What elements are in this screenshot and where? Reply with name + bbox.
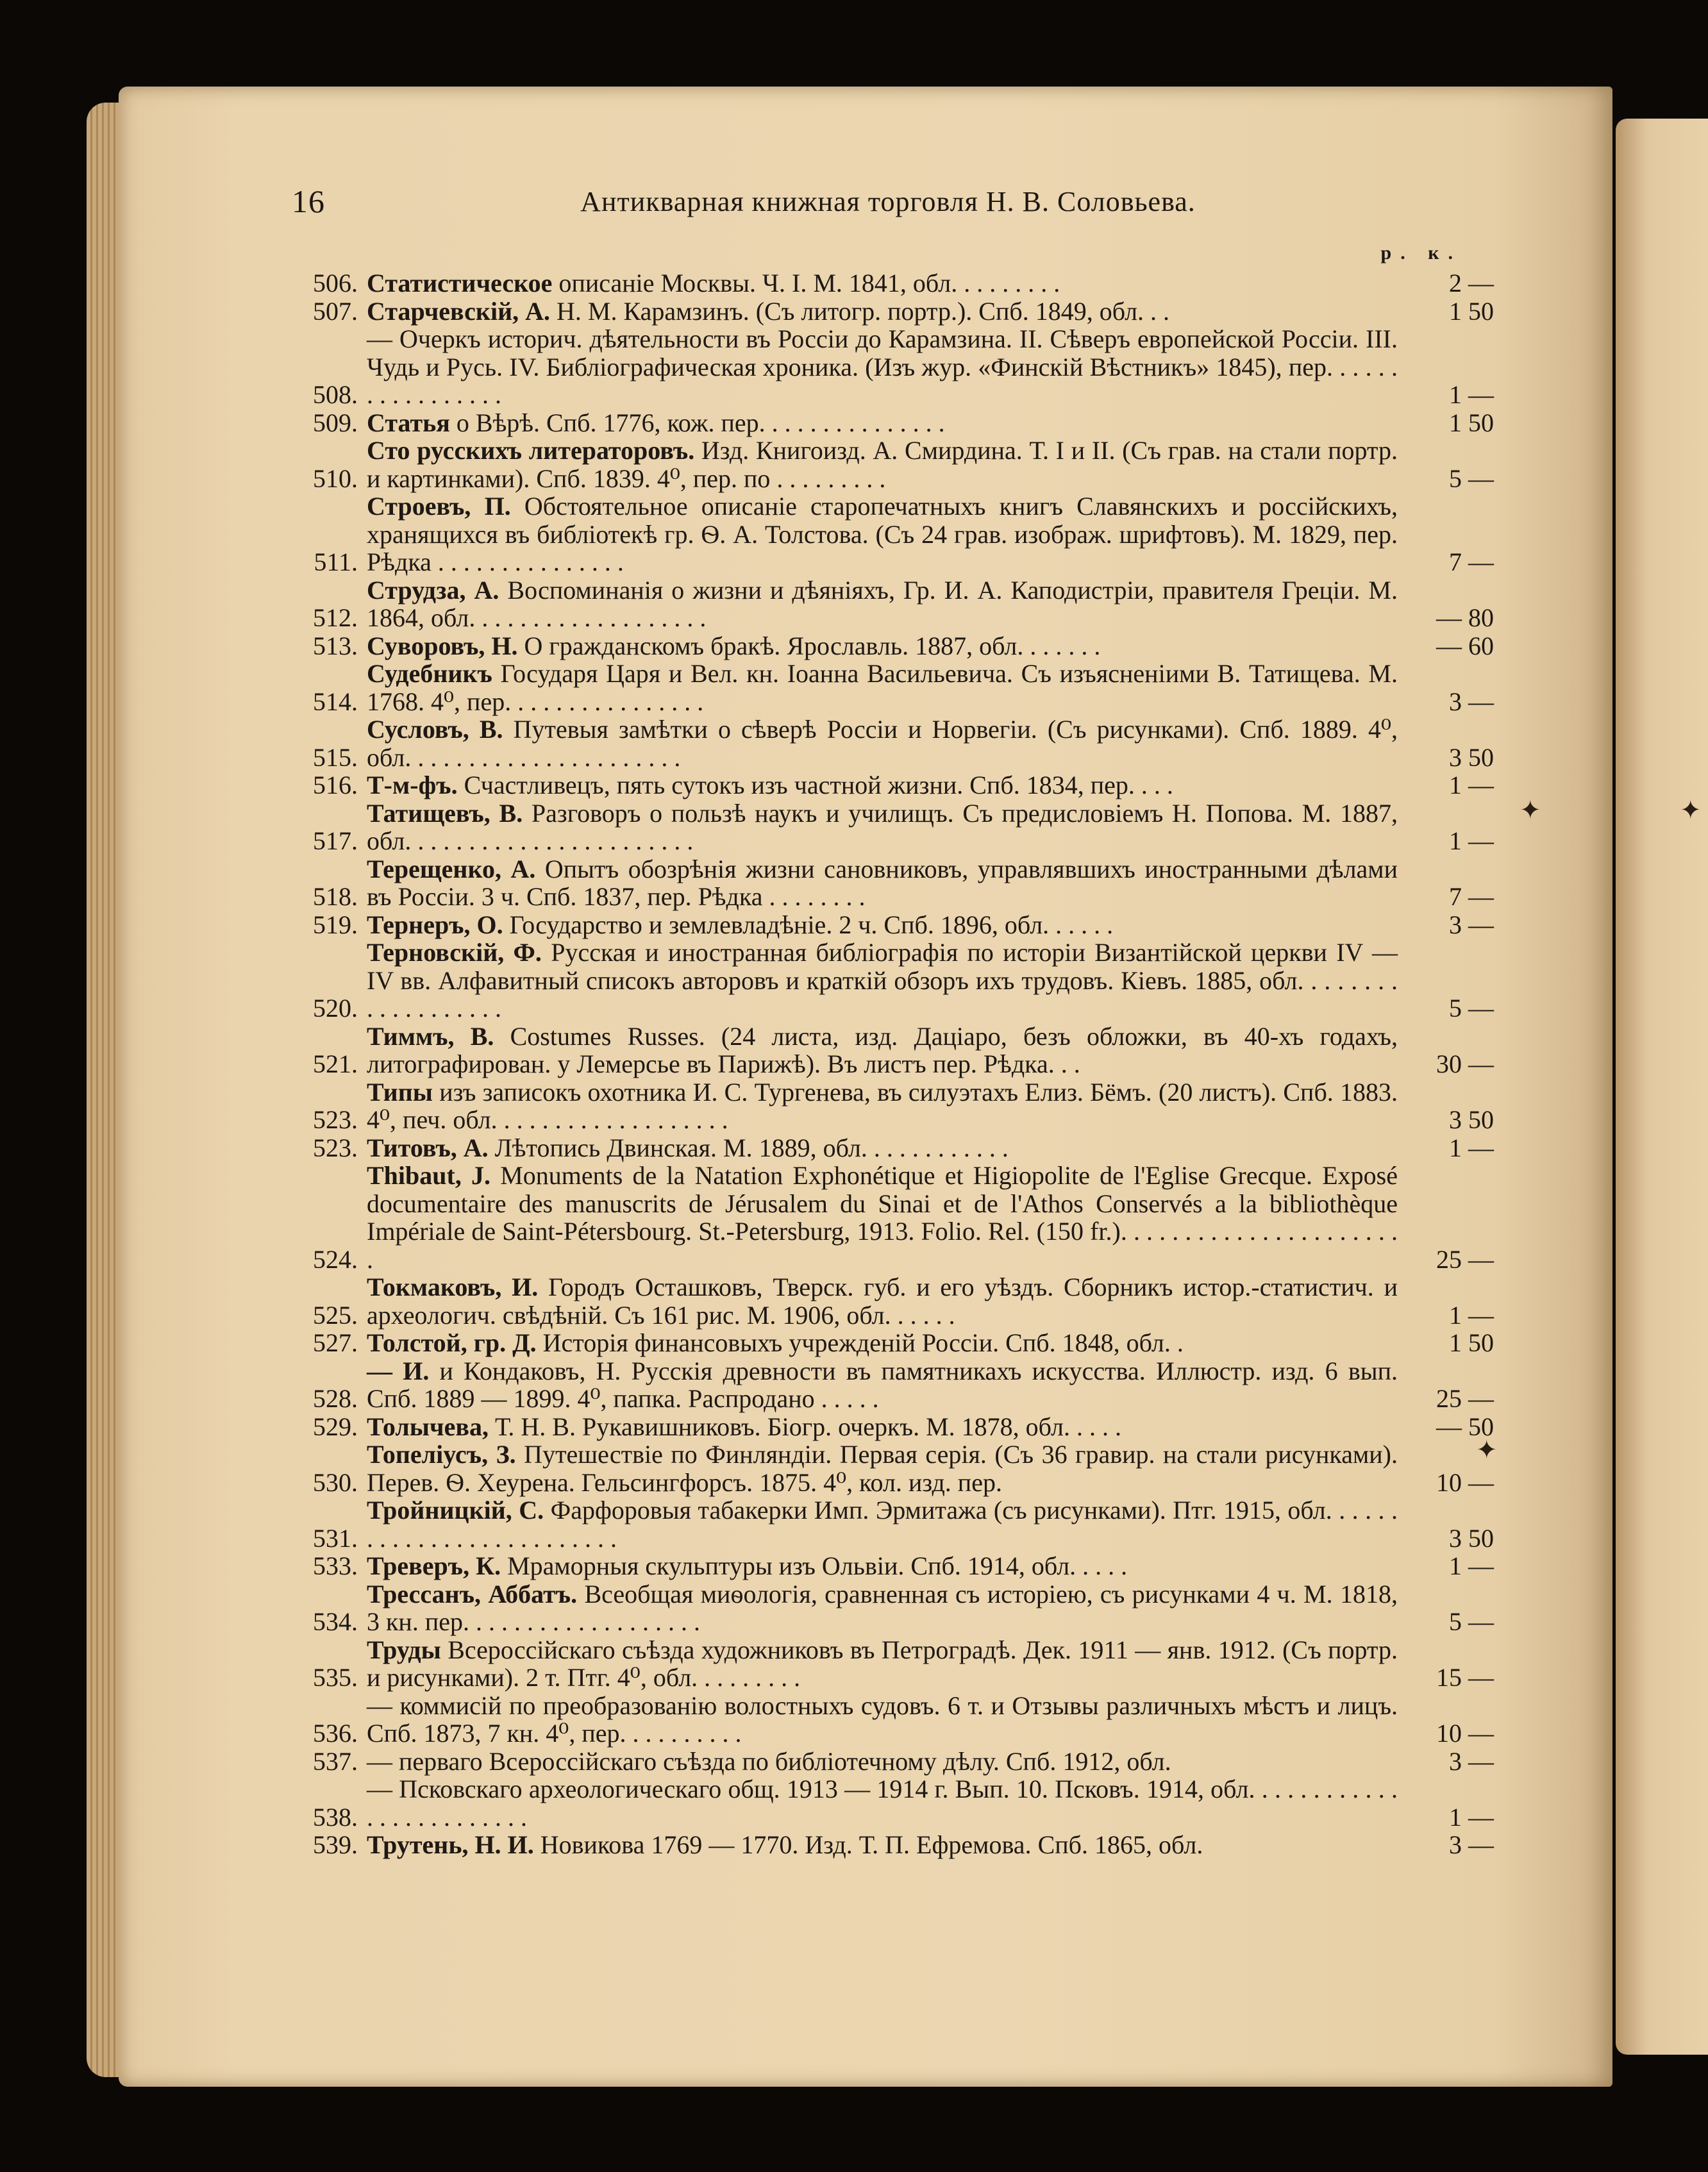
entry-text: — перваго Всероссійскаго съѣзда по библіотечному дѣлу. Спб. 1912, обл. [367, 1746, 1171, 1776]
entry-description [367, 1636, 1398, 1692]
catalog-entry [289, 1552, 1494, 1580]
entry-description [367, 297, 1398, 326]
entry-text: изъ записокъ охотника И. С. Тургенева, въ силуэтахъ Елиз. Бёмъ. (20 листъ). Спб. 1883. 4⁰, печ. обл. . . . . . . . . . . . . . . . . . . [367, 1077, 1398, 1134]
entry-price: — 60 [1436, 631, 1494, 660]
catalog-entry [289, 715, 1494, 771]
entry-number: 530. [313, 1467, 358, 1497]
entry-text: Опытъ обозрѣнія жизни сановниковъ, управлявшихъ иностранными дѣлами въ Россіи. 3 ч. Спб. 1837, пер. Рѣдка . . . . . . . . [367, 854, 1398, 911]
entry-text: Русская и иностранная библіографія по исторіи Византійской церкви IV — IV вв. Алфавитный списокъ авторовъ и краткій обзоръ ихъ трудовъ. Кіевъ. 1885, обл. . . . . . . . . . . . . . . . . . . [367, 938, 1398, 1023]
entry-description [367, 632, 1398, 660]
entry-description [367, 576, 1398, 632]
entry-author: Труды [367, 1635, 441, 1664]
entry-author: Статья [367, 408, 450, 437]
entry-price: 1 — [1449, 1802, 1494, 1832]
entry-number: 514. [313, 687, 358, 716]
entry-number: 529. [313, 1412, 358, 1441]
entry-author: — И. [367, 1356, 430, 1385]
entry-author: Струдза, А. [367, 575, 499, 605]
entry-description [367, 325, 1398, 409]
catalog-entry [289, 297, 1494, 326]
entry-price: 1 50 [1449, 408, 1494, 437]
entry-price: 1 — [1449, 1551, 1494, 1580]
entry-description [367, 1329, 1398, 1357]
catalog-entry [289, 855, 1494, 911]
entry-description [367, 799, 1398, 855]
catalog-entry [289, 576, 1494, 632]
entry-text: о Вѣрѣ. Спб. 1776, кож. пер. . . . . . . . . . . . . . . [449, 408, 945, 437]
entry-text: Н. М. Карамзинъ. (Съ литогр. портр.). Спб. 1849, обл. . . [550, 296, 1170, 326]
catalog-entry [289, 911, 1494, 939]
entry-number: 523. [313, 1105, 358, 1134]
entry-price: 5 — [1449, 1607, 1494, 1636]
entry-number: 518. [313, 882, 358, 911]
entry-text: О гражданскомъ бракѣ. Ярославль. 1887, обл. . . . . . . [517, 631, 1101, 660]
entry-description [367, 1413, 1398, 1441]
entry-author: Титовъ, А. [367, 1133, 489, 1162]
entry-author: Толстой, гр. Д. [367, 1328, 537, 1357]
entry-description [367, 1078, 1398, 1134]
entry-author: Сусловъ, В. [367, 715, 503, 744]
entry-author: Судебникъ [367, 659, 492, 688]
entry-description [367, 939, 1398, 1023]
entry-author: Суворовъ, Н. [367, 631, 518, 660]
entry-price: 3 50 [1449, 1105, 1494, 1134]
entry-author: Типы [367, 1077, 433, 1107]
entry-price: 2 — [1449, 269, 1494, 297]
entry-description [367, 1023, 1398, 1078]
entry-price: 30 — [1436, 1049, 1494, 1078]
entry-price: 3 — [1449, 910, 1494, 939]
ink-mark: ✦ [1680, 796, 1702, 824]
entry-number: 516. [313, 771, 358, 799]
entry-price: 10 — [1436, 1719, 1494, 1748]
entry-number: 517. [313, 826, 358, 855]
entry-text: Обстоятельное описаніе старопечатныхъ книгъ Славянскихъ и россійскихъ, хранящихся въ библіотекѣ гр. Ѳ. А. Толстова. (Съ 24 грав. изображ. шрифтовъ). М. 1829, пер. Рѣдка . . . . . . . . . . . . . . . [367, 492, 1398, 576]
catalog-entry [289, 1775, 1494, 1831]
entry-price: — 80 [1436, 603, 1494, 632]
entry-text: Costumes Russes. (24 листа, изд. Даціаро, безъ обложки, въ 40-хъ годахъ, литографирован. у Лемерсье въ Парижѣ). Въ листъ пер. Рѣдка. . . [367, 1021, 1398, 1078]
entry-description [367, 1441, 1398, 1496]
entry-number: 524. [313, 1244, 358, 1274]
catalog-entry [289, 1636, 1494, 1692]
page-header [292, 183, 1484, 228]
catalog-entry [289, 1831, 1494, 1859]
entry-description [367, 437, 1398, 492]
catalog-entry [289, 1273, 1494, 1329]
catalog-entry [289, 1329, 1494, 1357]
entry-text: Счастливецъ, пять сутокъ изъ частной жизни. Спб. 1834, пер. . . . [457, 771, 1173, 799]
catalog-entry [289, 1023, 1494, 1078]
entry-description [367, 269, 1398, 297]
entry-price: 1 — [1449, 1300, 1494, 1330]
entry-price: 1 50 [1449, 296, 1494, 326]
entry-description [367, 1134, 1398, 1162]
entry-description [367, 855, 1398, 911]
entry-number: 513. [313, 631, 358, 660]
catalog-entries [289, 269, 1494, 1859]
entry-description [367, 911, 1398, 939]
entry-author: Татищевъ, В. [367, 798, 523, 828]
entry-price: 3 — [1449, 1830, 1494, 1859]
entry-number: 535. [313, 1663, 358, 1692]
entry-text: Государство и землевладѣніе. 2 ч. Спб. 1896, обл. . . . . . [503, 910, 1114, 939]
entry-author: Т-м-фъ. [367, 771, 458, 799]
entry-author: Сто русскихъ литераторовъ. [367, 436, 695, 465]
entry-price: 3 50 [1449, 742, 1494, 772]
entry-text: Городъ Осташковъ, Тверск. губ. и его уѣздъ. Сборникъ истор.-статистич. и археологич. свѣдѣній. Съ 161 рис. М. 1906, обл. . . . . . [367, 1273, 1398, 1330]
entry-author: Толычева, [367, 1412, 489, 1441]
entry-number: 508. [313, 380, 358, 409]
catalog-entry [289, 632, 1494, 660]
entry-text: Т. Н. В. Рукавишниковъ. Біогр. очеркъ. М. 1878, обл. . . . . [488, 1412, 1121, 1441]
entry-text: Новикова 1769 — 1770. Изд. Т. П. Ефремова. Спб. 1865, обл. [533, 1830, 1203, 1859]
entry-text: Monuments de la Natation Exphonétique et Higiopolite de l'Eglise Grecque. Exposé documentaire des manuscrits de Jérusalem du Sinai et de l'Athos Conservés a la bibliothèque Impériale de Saint-Pétersbourg. St.-Petersburg, 1913. Folio. Rel. (150 fr.). . . . . . . . . . . . . . . . . . . . . . . [367, 1161, 1398, 1274]
entry-number: 520. [313, 994, 358, 1023]
entry-description [367, 1692, 1398, 1748]
entry-price: 15 — [1436, 1663, 1494, 1692]
entry-text: Исторія финансовыхъ учрежденій Россіи. Спб. 1848, обл. . [536, 1328, 1184, 1357]
entry-author: Трутень, Н. И. [367, 1830, 534, 1859]
catalog-entry [289, 799, 1494, 855]
catalog-entry [289, 660, 1494, 715]
catalog-entry [289, 269, 1494, 297]
entry-price: 3 — [1449, 1746, 1494, 1776]
entry-price: 7 — [1449, 882, 1494, 911]
entry-text: Разговоръ о пользѣ наукъ и училищъ. Съ предисловіемъ Н. Попова. М. 1887, обл. . . . . . . . . . . . . . . . . . . . . . . [367, 798, 1398, 855]
entry-text: описаніе Москвы. Ч. I. М. 1841, обл. . . . . . . . . [552, 269, 1060, 297]
entry-number: 528. [313, 1384, 358, 1413]
entry-text: Лѣтопись Двинская. М. 1889, обл. . . . . . . . . . . . [488, 1133, 1009, 1162]
entry-author: Thibaut, J. [367, 1161, 491, 1190]
entry-price: 1 — [1449, 771, 1494, 799]
entry-description [367, 409, 1398, 437]
entry-text: Фарфоровыя табакерки Имп. Эрмитажа (съ рисунками). Птг. 1915, обл. . . . . . . . . . . . . . . . . . . . . . . . . . [367, 1496, 1398, 1553]
entry-author: Токмаковъ, И. [367, 1273, 539, 1301]
entry-text: — коммисій по преобразованію волостныхъ судовъ. 6 т. и Отзывы различныхъ мѣстъ и лицъ. Спб. 1873, 7 кн. 4⁰, пер. . . . . . . . . . [367, 1691, 1398, 1748]
entry-number: 538. [313, 1802, 358, 1832]
entry-author: Терновскій, Ф. [367, 938, 542, 967]
entry-number: 511. [314, 547, 358, 576]
entry-number: 509. [313, 408, 358, 437]
facing-page-edge [1616, 119, 1708, 2055]
ink-mark: ✦ [1520, 796, 1541, 824]
entry-text: и Кондаковъ, Н. Русскія древности въ памятникахъ искусства. Иллюстр. изд. 6 вып. Спб. 1889 — 1899. 4⁰, папка. Распродано . . . . . [367, 1356, 1398, 1413]
entry-text: Государя Царя и Вел. кн. Іоанна Васильевича. Съ изъясненіими В. Татищева. М. 1768. 4⁰, пер. . . . . . . . . . . . . . . . [367, 659, 1398, 716]
entry-text: Изд. Книгоизд. А. Смирдина. Т. I и II. (Съ грав. на стали портр. и картинками). Спб. 1839. 4⁰, пер. по . . . . . . . . . [367, 436, 1398, 493]
entry-description [367, 1748, 1398, 1776]
entry-number: 531. [313, 1523, 358, 1553]
entry-number: 527. [313, 1328, 358, 1357]
entry-description [367, 771, 1398, 799]
entry-text: Всеобщая миѳологія, сравненная съ исторіею, съ рисунками 4 ч. М. 1818, 3 кн. пер. . . . . . . . . . . . . . . . . . . [367, 1579, 1398, 1636]
entry-description [367, 1357, 1398, 1413]
entry-price: — 50 [1436, 1412, 1494, 1441]
entry-number: 519. [313, 910, 358, 939]
entry-text: Воспоминанія о жизни и дѣяніяхъ, Гр. И. А. Каподистріи, правителя Греціи. М. 1864, обл. . . . . . . . . . . . . . . . . . . [367, 575, 1398, 632]
entry-price: 1 — [1449, 380, 1494, 409]
ink-mark: ✦ [1476, 1435, 1498, 1464]
entry-description [367, 660, 1398, 715]
entry-number: 536. [313, 1719, 358, 1748]
entry-author: Тиммъ, В. [367, 1021, 494, 1051]
entry-number: 533. [313, 1551, 358, 1580]
entry-number: 515. [313, 742, 358, 772]
entry-price: 1 — [1449, 1133, 1494, 1162]
entry-text: Путешествіе по Финляндіи. Первая серія. (Съ 36 гравир. на стали рисунками). Перев. Ѳ. Хеурена. Гельсингфорсъ. 1875. 4⁰, кол. изд. пер. [367, 1440, 1398, 1497]
catalog-entry [289, 1413, 1494, 1441]
entry-number: 523. [313, 1133, 358, 1162]
entry-author: Статистическое [367, 269, 553, 297]
entry-number: 525. [313, 1300, 358, 1330]
entry-author: Топеліусъ, З. [367, 1440, 516, 1469]
catalog-entry [289, 1162, 1494, 1273]
entry-price: 7 — [1449, 547, 1494, 576]
catalog-entry [289, 409, 1494, 437]
catalog-entry [289, 1441, 1494, 1496]
entry-author: Старчевскій, А. [367, 296, 550, 326]
entry-number: 537. [313, 1746, 358, 1776]
entry-text: Всероссійскаго съѣзда художниковъ въ Петроградѣ. Дек. 1911 — янв. 1912. (Съ портр. и рисунками). 2 т. Птг. 4⁰, обл. . . . . . . . . [367, 1635, 1398, 1692]
entry-author: Треверъ, К. [367, 1551, 501, 1580]
entry-number: 512. [313, 603, 358, 632]
catalog-entry [289, 1134, 1494, 1162]
entry-description [367, 1775, 1398, 1831]
entry-price: 10 — [1436, 1467, 1494, 1497]
catalog-entry [289, 1078, 1494, 1134]
entry-description [367, 1496, 1398, 1552]
entry-description [367, 1831, 1398, 1859]
entry-description [367, 715, 1398, 771]
catalog-entry [289, 771, 1494, 799]
catalog-entry [289, 1357, 1494, 1413]
price-column-header: р. к. [1380, 242, 1462, 263]
entry-number: 506. [313, 269, 358, 297]
entry-author: Терещенко, А. [367, 854, 536, 883]
entry-price: 25 — [1436, 1384, 1494, 1413]
running-title: Антикварная книжная торговля Н. В. Соловьева. [580, 186, 1196, 217]
entry-description [367, 492, 1398, 576]
entry-price: 3 — [1449, 687, 1494, 716]
entry-price: 25 — [1436, 1244, 1494, 1274]
entry-price: 1 — [1449, 826, 1494, 855]
catalog-entry [289, 1496, 1494, 1552]
entry-author: Трессанъ, Аббатъ. [367, 1579, 578, 1608]
entry-number: 539. [313, 1830, 358, 1859]
entry-price: 1 50 [1449, 1328, 1494, 1357]
entry-description [367, 1162, 1398, 1273]
entry-price: 5 — [1449, 464, 1494, 493]
page-number: 16 [292, 183, 325, 219]
entry-text: — Псковскаго археологическаго общ. 1913 — 1914 г. Вып. 10. Псковъ. 1914, обл. . . . . . . . . . . . . . . . . . . . . . . . . [367, 1775, 1398, 1832]
entry-number: 510. [313, 464, 358, 493]
entry-number: 507. [313, 296, 358, 326]
entry-description [367, 1580, 1398, 1636]
catalog-entry [289, 437, 1494, 492]
entry-text: Мраморныя скульптуры изъ Ольвіи. Спб. 1914, обл. . . . . [501, 1551, 1128, 1580]
catalog-entry [289, 939, 1494, 1023]
entry-price: 3 50 [1449, 1523, 1494, 1553]
entry-description [367, 1552, 1398, 1580]
entry-number: 521. [313, 1049, 358, 1078]
entry-author: Тернеръ, О. [367, 910, 503, 939]
catalog-entry [289, 1580, 1494, 1636]
entry-author: Тройницкій, С. [367, 1496, 544, 1525]
entry-author: Строевъ, П. [367, 492, 511, 521]
catalog-entry [289, 492, 1494, 576]
catalog-entry [289, 1692, 1494, 1748]
entry-text: Путевыя замѣтки о сѣверѣ Россіи и Норвегіи. (Съ рисунками). Спб. 1889. 4⁰, обл. . . . . . . . . . . . . . . . . . . . . . [367, 715, 1398, 772]
catalog-entry [289, 1748, 1494, 1776]
entry-number: 534. [313, 1607, 358, 1636]
entry-description [367, 1273, 1398, 1329]
catalog-entry [289, 325, 1494, 409]
entry-price: 5 — [1449, 994, 1494, 1023]
entry-text: — Очеркъ историч. дѣятельности въ Россіи до Карамзина. II. Сѣверъ европейской Россіи. III. Чудь и Русь. IV. Библіографическая хроника. (Изъ жур. «Финскій Вѣстникъ» 1845), пер. . . . . . . . . . . . . . . . . [367, 324, 1398, 409]
